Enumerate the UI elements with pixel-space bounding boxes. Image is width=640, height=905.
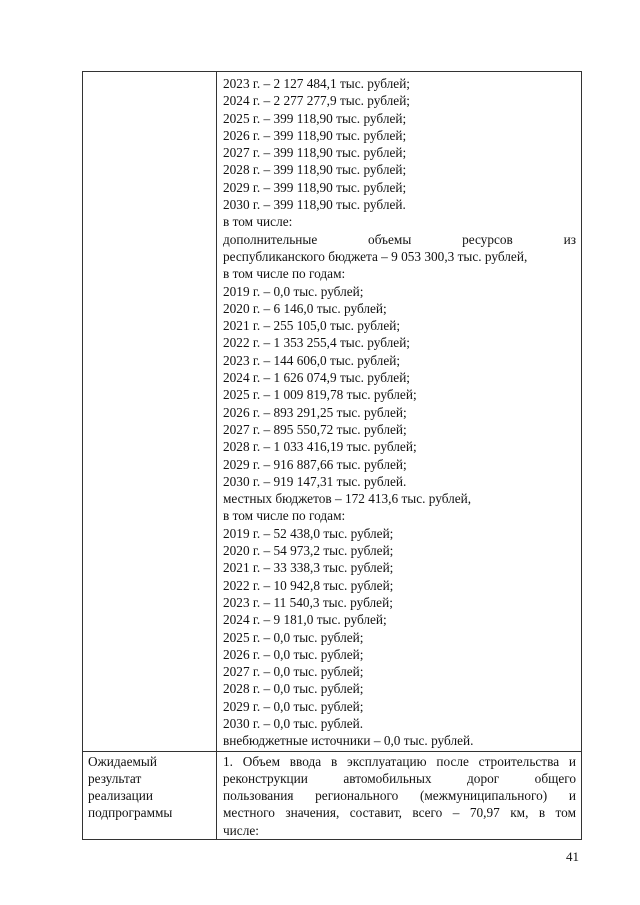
- republic-line: 2028 г. – 1 033 416,19 тыс. рублей;: [223, 439, 417, 455]
- republic-total-line: республиканского бюджета – 9 053 300,3 тыс. рублей,: [223, 248, 528, 264]
- republic-line: 2020 г. – 6 146,0 тыс. рублей;: [223, 300, 387, 316]
- local-line: 2022 г. – 10 942,8 тыс. рублей;: [223, 577, 394, 593]
- local-years-label: в том числе по годам:: [223, 508, 346, 524]
- local-line: 2029 г. – 0,0 тыс. рублей;: [223, 698, 364, 714]
- local-line: 2027 г. – 0,0 тыс. рублей;: [223, 664, 364, 680]
- result-label-line: подпрограммы: [88, 804, 173, 820]
- program-table: [82, 71, 582, 840]
- funding-line: 2027 г. – 399 118,90 тыс. рублей;: [223, 145, 407, 161]
- local-line: 2030 г. – 0,0 тыс. рублей.: [223, 715, 364, 731]
- republic-line: 2030 г. – 919 147,31 тыс. рублей.: [223, 473, 407, 489]
- local-total-line: местных бюджетов – 172 413,6 тыс. рублей,: [223, 491, 472, 507]
- local-line: 2028 г. – 0,0 тыс. рублей;: [223, 681, 364, 697]
- republic-line: 2021 г. – 255 105,0 тыс. рублей;: [223, 318, 401, 334]
- republic-intro-line: дополнительные объемы ресурсов из: [223, 231, 576, 247]
- result-text-line: числе:: [223, 822, 259, 838]
- result-row: [83, 751, 582, 839]
- local-line: 2026 г. – 0,0 тыс. рублей;: [223, 646, 364, 662]
- result-text-line: пользования регионального (межмуниципального) и: [223, 788, 576, 804]
- funding-line: 2030 г. – 399 118,90 тыс. рублей.: [223, 197, 406, 213]
- funding-line: 2023 г. – 2 127 484,1 тыс. рублей;: [223, 76, 410, 91]
- page-number: 41: [566, 849, 579, 864]
- result-label-line: Ожидаемый: [88, 753, 157, 769]
- result-label-line: реализации: [88, 787, 153, 803]
- result-text-cell: [217, 751, 582, 839]
- republic-line: 2027 г. – 895 550,72 тыс. рублей;: [223, 421, 407, 437]
- republic-line: 2022 г. – 1 353 255,4 тыс. рублей;: [223, 335, 410, 351]
- republic-line: 2023 г. – 144 606,0 тыс. рублей;: [223, 352, 401, 368]
- funding-line: 2029 г. – 399 118,90 тыс. рублей;: [223, 179, 407, 195]
- result-label-cell: [83, 751, 217, 839]
- funding-line: 2024 г. – 2 277 277,9 тыс. рублей;: [223, 93, 410, 109]
- funding-text-cell: [217, 72, 582, 752]
- republic-line: 2029 г. – 916 887,66 тыс. рублей;: [223, 456, 407, 472]
- local-line: 2023 г. – 11 540,3 тыс. рублей;: [223, 594, 393, 610]
- result-text-line: реконструкции автомобильных дорог общего: [223, 770, 576, 786]
- local-line: 2024 г. – 9 181,0 тыс. рублей;: [223, 612, 387, 628]
- republic-line: 2024 г. – 1 626 074,9 тыс. рублей;: [223, 370, 410, 386]
- funding-line: 2026 г. – 399 118,90 тыс. рублей;: [223, 127, 407, 143]
- republic-line: 2026 г. – 893 291,25 тыс. рублей;: [223, 404, 407, 420]
- local-line: 2021 г. – 33 338,3 тыс. рублей;: [223, 560, 394, 576]
- local-line: 2020 г. – 54 973,2 тыс. рублей;: [223, 543, 394, 559]
- result-label-line: результат: [88, 770, 142, 786]
- funding-line: 2025 г. – 399 118,90 тыс. рублей;: [223, 110, 407, 126]
- funding-label-cell: [83, 72, 217, 752]
- result-text-line: местного значения, составит, всего – 70,97 км, в том: [223, 805, 576, 821]
- local-line: 2025 г. – 0,0 тыс. рублей;: [223, 629, 364, 645]
- funding-line: в том числе:: [223, 214, 293, 230]
- republic-years-label: в том числе по годам:: [223, 266, 346, 282]
- funding-row: [83, 72, 582, 752]
- republic-line: 2019 г. – 0,0 тыс. рублей;: [223, 283, 364, 299]
- funding-line: 2028 г. – 399 118,90 тыс. рублей;: [223, 162, 407, 178]
- extra-budget-line: внебюджетные источники – 0,0 тыс. рублей.: [223, 733, 474, 749]
- republic-line: 2025 г. – 1 009 819,78 тыс. рублей;: [223, 387, 417, 403]
- local-line: 2019 г. – 52 438,0 тыс. рублей;: [223, 525, 394, 541]
- result-text-line: 1. Объем ввода в эксплуатацию после строительства и: [223, 753, 576, 769]
